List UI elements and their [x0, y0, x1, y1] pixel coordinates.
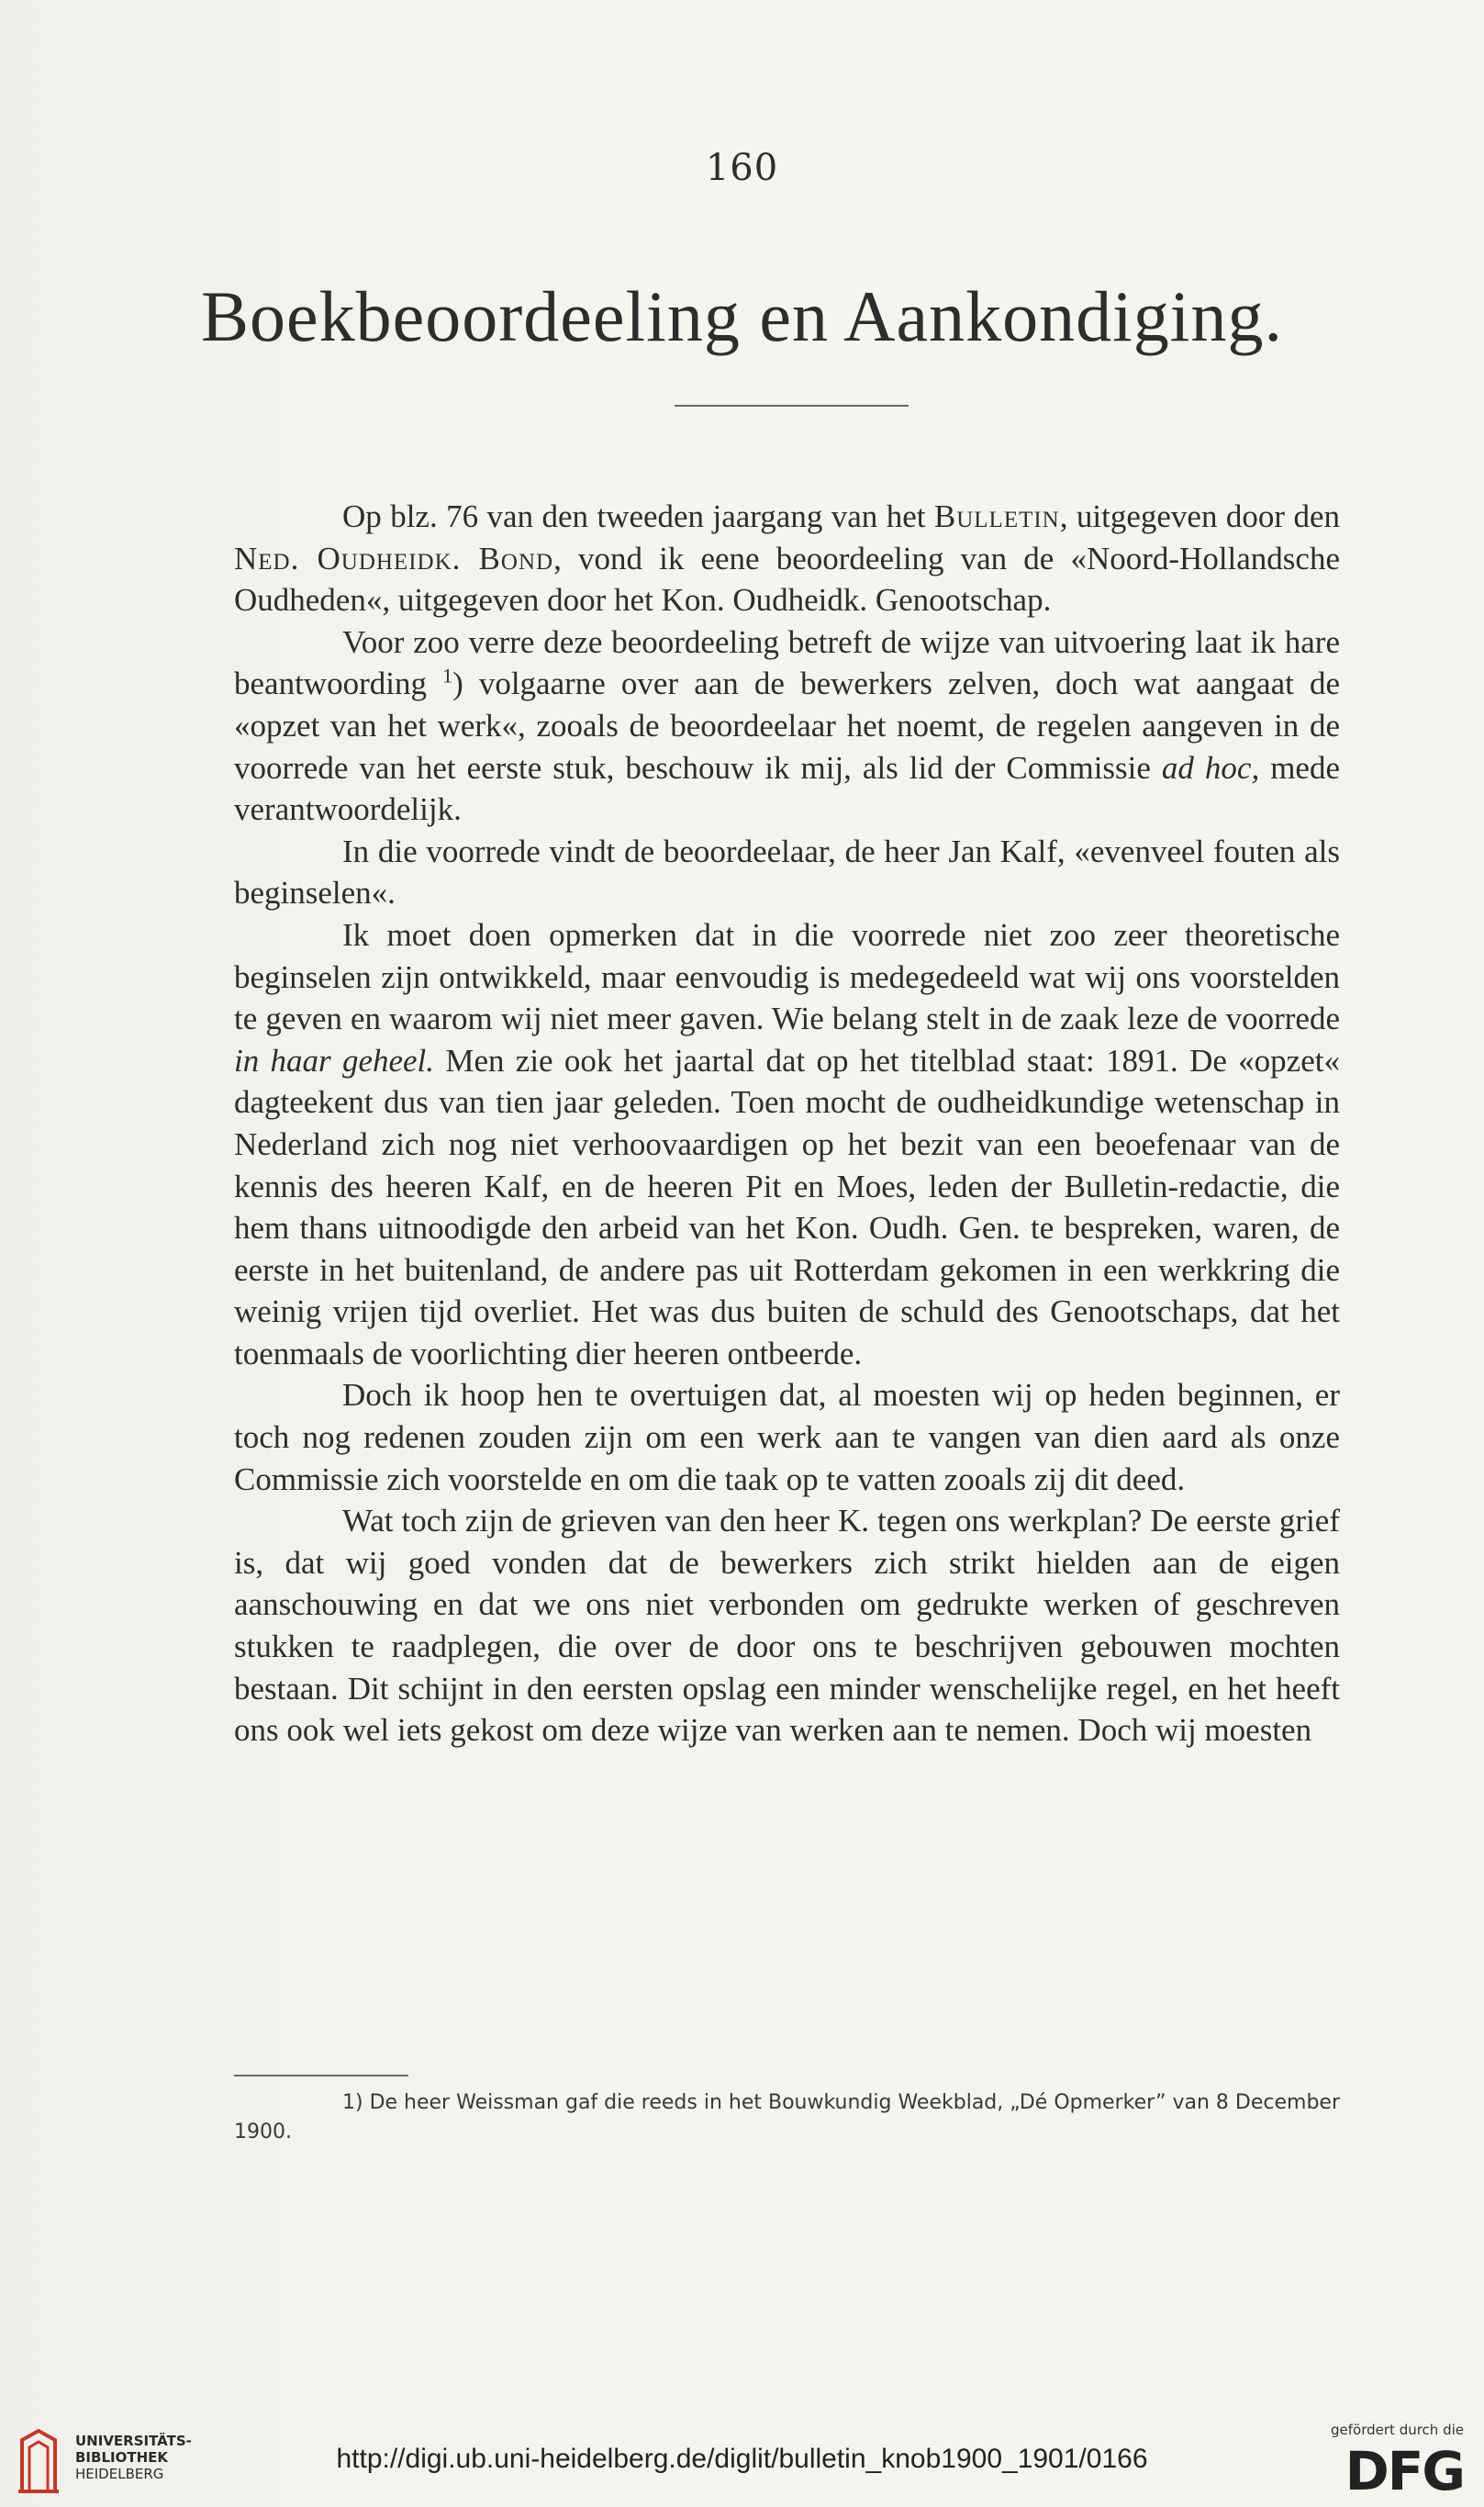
title-divider [675, 405, 909, 407]
text-run: , vond ik eene beoordeeling van de «Noord-Hollandsche Oudheden«, uitgegeven door het Kon. Oudheidk. Genootschap. [234, 540, 1340, 619]
footnote-divider [234, 2075, 408, 2076]
funding-caption: gefördert durch die [1331, 2422, 1464, 2438]
viewer-footer [0, 2405, 1484, 2507]
text-run: , uitgegeven door den [1059, 498, 1340, 534]
article-body [234, 496, 1340, 1752]
text-run: Doch ik hoop hen te overtuigen dat, al moesten wij op heden beginnen, er toch nog redenen zouden zijn om een werk aan te vangen van dien aard als onze Commissie zich voorstelde en om die taak op te vatten zooals zij dit deed. [234, 1377, 1340, 1497]
text-run: Ik moet doen opmerken dat in die voorrede niet zoo zeer theoretische beginselen zijn ontwikkeld, maar eenvoudig is medegedeeld wat wij ons voorstelden te geven en waarom wij niet meer gaven. Wie belang stelt in de zaak leze de voorrede [234, 916, 1340, 1037]
text-run: Op blz. 76 van den tweeden jaargang van het [342, 498, 934, 534]
body-paragraph [234, 914, 1340, 1375]
body-paragraph [234, 621, 1340, 831]
text-run: Men zie ook het jaartal dat op het titelblad staat: 1891. De «opzet« dagteekent dus van tien jaar geleden. Toen mocht de oudheidkundige wetenschap in Nederland zich nog niet verhoovaardigen op het bezit van een beoefenaar van de kennis des heeren Kalf, en de heeren Pit en Moes, leden der Bulletin-redactie, die hem thans uitnoodigde den arbeid van het Kon. Oudh. Gen. te bespreken, waren, de eerste in het buitenland, de andere pas uit Rotterdam gekomen in een werkkring die weinig vrijen tijd overliet. Het was dus buiten de schuld des Genootschaps, dat het toenmaals de voorlichting dier heeren ontbeerde. [234, 1042, 1340, 1371]
body-paragraph [234, 496, 1340, 621]
text-run: ad hoc, [1161, 749, 1260, 786]
institution-line: BIBLIOTHEK [75, 2449, 168, 2466]
document-url[interactable]: http://digi.ub.uni-heidelberg.de/diglit/bulletin_knob1900_1901/0166 [336, 2444, 1148, 2474]
text-run: In die voorrede vindt de beoordeelaar, de heer Jan Kalf, «evenveel fouten als beginselen«. [234, 833, 1340, 912]
page-title: Boekbeoordeeling en Aankondiging. [201, 276, 1283, 356]
text-run: Voor zoo verre deze beoordeeling betreft de wijze van uitvoering laat ik hare beantwoording [234, 623, 1340, 702]
body-paragraph [234, 1500, 1340, 1752]
footnote: 1) De heer Weissman gaf die reeds in het Bouwkundig Weekblad, „Dé Opmerker” van 8 December 1900. [234, 2091, 1340, 2143]
text-run: ) volgaarne over aan de bewerkers zelven, doch wat aangaat de «opzet van het werk«, zooals de beoordeelaar het noemt, de regelen aangeven in de voorrede van het eerste stuk, beschouw ik mij, als lid der Commissie [234, 666, 1340, 786]
text-run: Wat toch zijn de grieven van den heer K. tegen ons werkplan? De eerste grief is, dat wij goed vonden dat de bewerkers zich strikt hielden aan de eigen aanschouwing en dat we ons niet verbonden om gedrukte werken of geschreven stukken te raadplegen, die over de door ons te beschrijven gebouwen mochten bestaan. Dit schijnt in den eersten opslag een minder wenschelijke regel, en het heeft ons ook wel iets gekost om deze wijze van werken aan te nemen. Doch wij moesten [234, 1503, 1340, 1749]
page-number: 160 [705, 147, 779, 189]
body-paragraph [234, 1374, 1340, 1500]
text-run: in haar geheel. [234, 1042, 435, 1079]
text-run: Ned. Oudheidk. Bond [234, 540, 554, 576]
body-paragraph [234, 831, 1340, 914]
footnote-marker: 1 [442, 664, 453, 688]
text-run: mede verantwoordelijk. [234, 749, 1340, 828]
text-run: Bulletin [933, 498, 1060, 534]
dfg-logo: DFG [1345, 2440, 1464, 2502]
institution-line: UNIVERSITÄTS- [75, 2433, 192, 2449]
institution-line: HEIDELBERG [75, 2466, 164, 2482]
